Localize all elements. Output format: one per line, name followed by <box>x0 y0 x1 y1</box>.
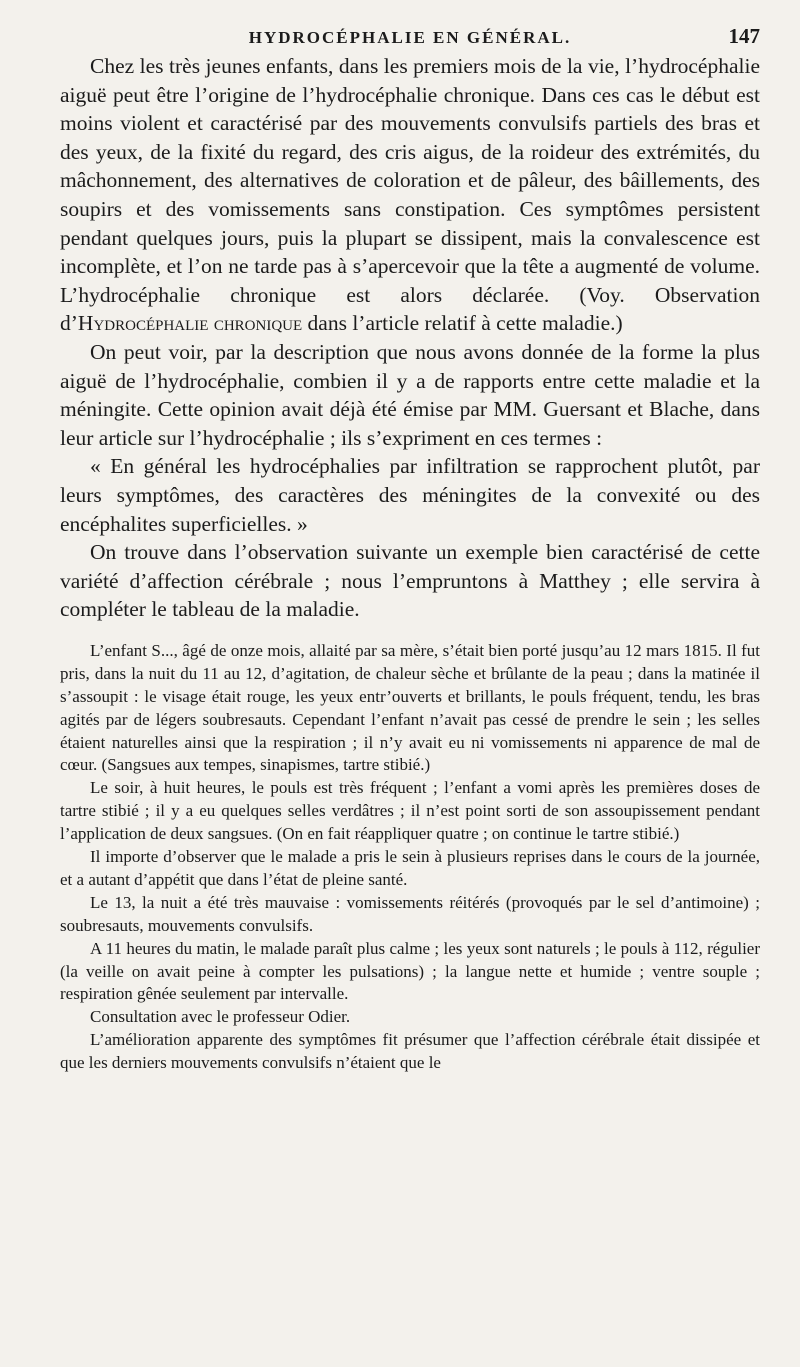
paragraph-3-quote: « En général les hydrocéphalies par infiltration se rapprochent plutôt, par leurs symptômes, des caractères des méningites de la convexité ou des encéphalites superficielles. » <box>60 454 760 536</box>
observation-paragraph-1: L’enfant S..., âgé de onze mois, allaité par sa mère, s’était bien porté jusqu’au 12 mars 1815. Il fut pris, dans la nuit du 11 au 12, d’agitation, de chaleur sèche et brûlante de la peau ; dans la matinée il s’assoupit : le visage était rouge, les yeux entr’ouverts et brillants, le pouls fréquent, tendu, les bras agités par de légers soubresauts. Cependant l’enfant n’avait pas cessé de prendre le sein ; les selles étaient naturelles ainsi que la respiration ; il n’y avait eu ni vomissements ni apparence de mal de cœur. (Sangsues aux tempes, sinapismes, tartre stibié.) <box>60 640 760 775</box>
paragraph-4: On trouve dans l’observation suivante un exemple bien caractérisé de cette variété d’affection cérébrale ; nous l’empruntons à Matthey ; elle servira à compléter le tableau de la maladie. <box>60 540 760 622</box>
observation-paragraph-5: A 11 heures du matin, le malade paraît plus calme ; les yeux sont naturels ; le pouls à 112, régulier (la veille on avait peine à compter les pulsations) ; la langue nette et humide ; ventre souple ; respiration gênée seulement par intervalle. <box>60 938 760 1004</box>
observation-paragraph-4: Le 13, la nuit a été très mauvaise : vomissements réitérés (provoqués par le sel d’antimoine) ; soubresauts, mouvements convulsifs. <box>60 892 760 935</box>
observation-paragraph-6: Consultation avec le professeur Odier. <box>90 1007 351 1027</box>
observation-paragraph-3: Il importe d’observer que le malade a pris le sein à plusieurs reprises dans le cours de la journée, et a autant d’appétit que dans l’état de pleine santé. <box>60 847 760 889</box>
main-text <box>60 52 760 624</box>
running-title: HYDROCÉPHALIE EN GÉNÉRAL. <box>248 28 572 47</box>
running-head <box>60 22 760 52</box>
paragraph-2: On peut voir, par la description que nous avons donnée de la forme la plus aiguë de l’hydrocéphalie, combien il y a de rapports entre cette maladie et la méningite. Cette opinion avait déjà été émise par MM. Guersant et Blache, dans leur article sur l’hydrocéphalie ; ils s’expriment en ces termes : <box>60 339 760 450</box>
observation-text <box>60 640 760 1075</box>
paragraph-1 <box>60 52 760 338</box>
observation-paragraph-2: Le soir, à huit heures, le pouls est très fréquent ; l’enfant a vomi après les premières doses de tartre stibié ; il y a eu quelques selles verdâtres ; il n’est point sorti de son assoupissement pendant l’application de deux sangsues. (On en fait réappliquer quatre ; on continue le tartre stibié.) <box>60 778 760 844</box>
paragraph-1-end: dans l’article relatif à cette maladie.) <box>302 311 623 336</box>
observation-paragraph-7: L’amélioration apparente des symptômes fit présumer que l’affection cérébrale était dissipée et que les derniers mouvements convulsifs n’étaient que le <box>60 1030 760 1073</box>
page-number: 147 <box>728 24 760 48</box>
paragraph-1-text: Chez les très jeunes enfants, dans les premiers mois de la vie, l’hydrocéphalie aiguë peut être l’origine de l’hydrocéphalie chronique. Dans ces cas le début est moins violent et caractérisé par des mouvements convulsifs partiels des bras et des yeux, de la fixité du regard, des cris aigus, de la roideur des extrémités, du mâchonnement, des alternatives de coloration et de pâleur, des bâillements, des soupirs et des vomissements sans constipation. Ces symptômes persistent pendant quelques jours, puis la plupart se dissipent, mais la convalescence est incomplète, et l’on ne tarde pas à s’apercevoir que la tête a augmenté de volume. L’hydrocéphalie chronique est alors déclarée. (Voy. Observation d’ <box>60 54 760 336</box>
page <box>60 22 760 1075</box>
paragraph-1-smallcaps: Hydrocéphalie chronique <box>77 311 303 336</box>
